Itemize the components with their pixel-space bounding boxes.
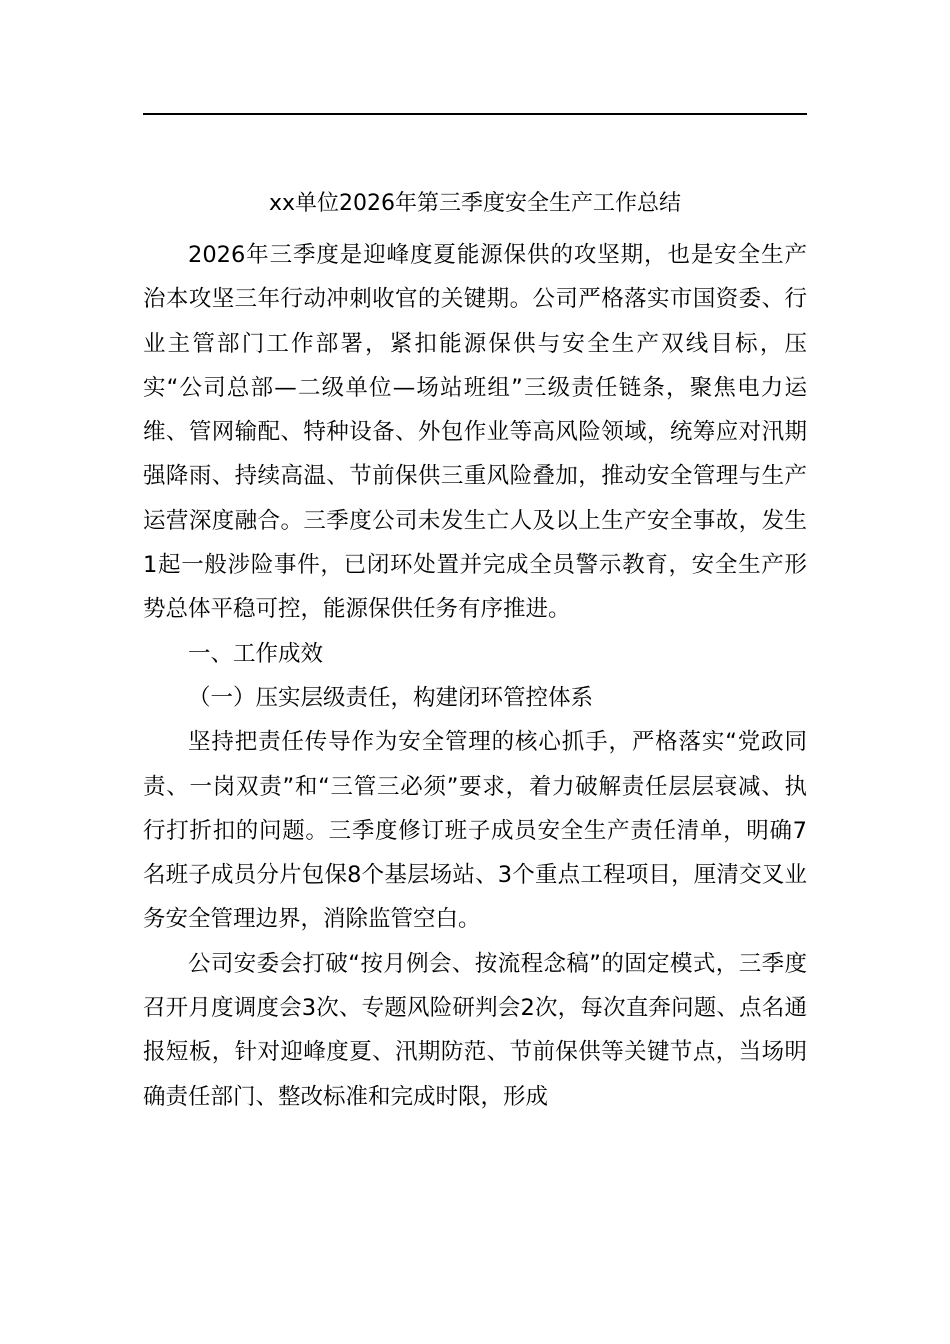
document-body <box>143 233 807 1119</box>
section-heading: 一、工作成效 <box>188 640 324 667</box>
subsection-heading: （一）压实层级责任，构建闭环管控体系 <box>188 684 594 711</box>
body-paragraph: 坚持把责任传导作为安全管理的核心抓手，严格落实“党政同责、一岗双责”和“三管三必须”要求，着力破解责任层层衰减、执行打折扣的问题。三季度修订班子成员安全生产责任清单，明确7名班子成员分片包保8个基层场站、3个重点工程项目，厘清交叉业务安全管理边界，消除监管空白。 <box>143 729 807 933</box>
intro-paragraph: 2026年三季度是迎峰度夏能源保供的攻坚期，也是安全生产治本攻坚三年行动冲刺收官的关键期。公司严格落实市国资委、行业主管部门工作部署，紧扣能源保供与安全生产双线目标，压实“公司总部—二级单位—场站班组”三级责任链条，聚焦电力运维、管网输配、特种设备、外包作业等高风险领域，统筹应对汛期强降雨、持续高温、节前保供三重风险叠加，推动安全管理与生产运营深度融合。三季度公司未发生亡人及以上生产安全事故，发生1起一般涉险事件，已闭环处置并完成全员警示教育，安全生产形势总体平稳可控，能源保供任务有序推进。 <box>143 242 807 623</box>
document-title: xx单位2026年第三季度安全生产工作总结 <box>268 191 682 216</box>
body-paragraph: 公司安委会打破“按月例会、按流程念稿”的固定模式，三季度召开月度调度会3次、专题风险研判会2次，每次直奔问题、点名通报短板，针对迎峰度夏、汛期防范、节前保供等关键节点，当场明确责任部门、整改标准和完成时限，形成 <box>143 950 807 1110</box>
header-rule <box>143 113 807 115</box>
